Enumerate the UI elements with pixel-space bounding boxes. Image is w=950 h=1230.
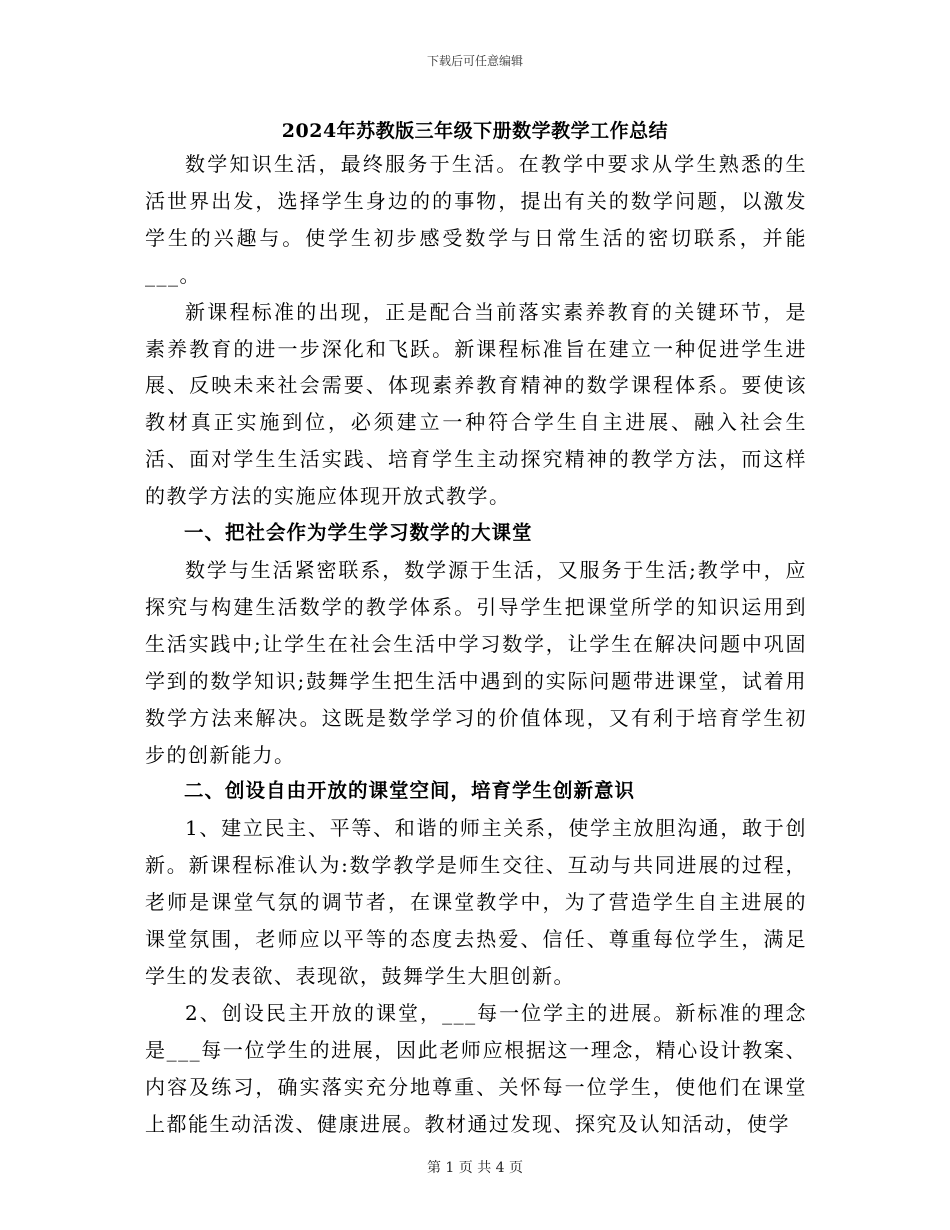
document-title: 2024年苏教版三年级下册数学教学工作总结 bbox=[281, 120, 669, 142]
section-2-paragraph-1: 1、建立民主、平等、和谐的师主关系，使学主放胆沟通，敢于创新。新课程标准认为:数学教学是师生交往、互动与共同进展的过程，老师是课堂气氛的调节者，在课堂教学中，为了营造学生自主进展的课堂氛围，老师应以平等的态度去热爱、信任、尊重每位学生，满足学生的发表欲、表现欲，鼓舞学生大胆创新。 bbox=[145, 816, 807, 988]
page-number: 第 1 页 共 4 页 bbox=[426, 1160, 524, 1176]
section-1-heading: 一、把社会作为学生学习数学的大课堂 bbox=[184, 521, 533, 545]
intro-paragraph-2: 新课程标准的出现，正是配合当前落实素养教育的关键环节，是素养教育的进一步深化和飞跃。新课程标准旨在建立一种促进学生进展、反映未来社会需要、体现素养教育精神的数学课程体系。要使该教材真正实施到位，必须建立一种符合学生自主进展、融入社会生活、面对学生生活实践、培育学生主动探究精神的教学方法，而这样的教学方法的实施应体现开放式教学。 bbox=[145, 299, 807, 509]
section-2-heading: 二、创设自由开放的课堂空间，培育学生创新意识 bbox=[184, 779, 636, 803]
page-header-note: 下载后可任意编辑 bbox=[426, 54, 523, 68]
section-2-paragraph-2: 2、创设民主开放的课堂，___每一位学主的进展。新标准的理念是___每一位学生的进展，因此老师应根据这一理念，精心设计教案、内容及练习，确实落实充分地尊重、关怀每一位学生，使他们在课堂上都能生动活泼、健康进展。教材通过发现、探究及认知活动，使学 bbox=[145, 1000, 807, 1136]
document-body bbox=[145, 146, 807, 1142]
intro-paragraph-1: 数学知识生活，最终服务于生活。在教学中要求从学生熟悉的生活世界出发，选择学生身边的的事物，提出有关的数学问题，以激发学生的兴趣与。使学生初步感受数学与日常生活的密切联系，并能___。 bbox=[145, 152, 807, 287]
section-1-paragraph: 数学与生活紧密联系，数学源于生活，又服务于生活;教学中，应探究与构建生活数学的教学体系。引导学生把课堂所学的知识运用到生活实践中;让学生在社会生活中学习数学，让学生在解决问题中巩固学到的数学知识;鼓舞学生把生活中遇到的实际问题带进课堂，试着用数学方法来解决。这既是数学学习的价值体现，又有利于培育学生初步的创新能力。 bbox=[145, 557, 807, 767]
